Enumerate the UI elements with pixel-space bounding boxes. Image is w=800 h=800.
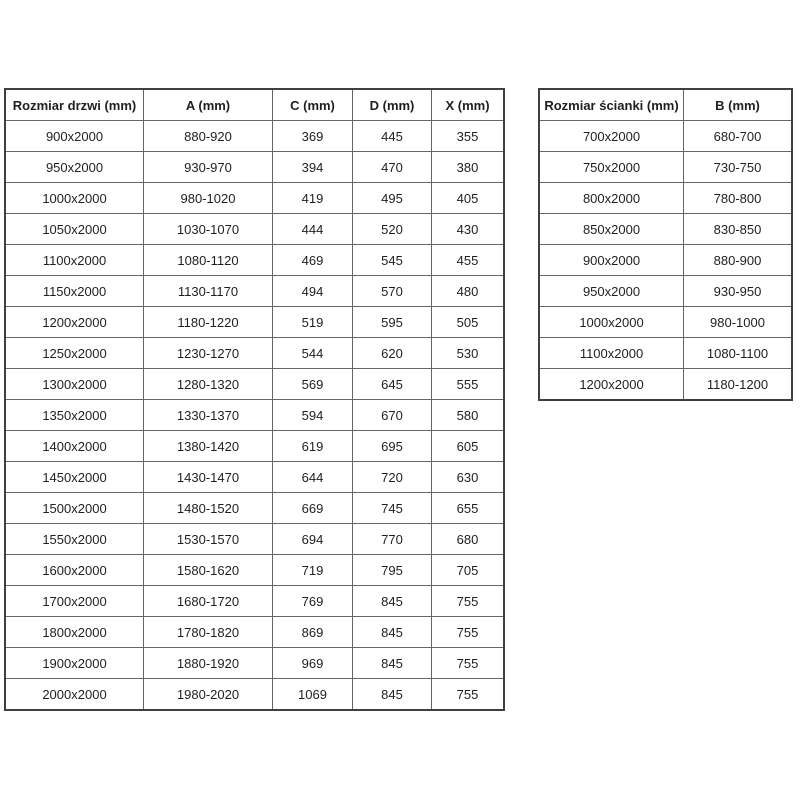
table-row <box>5 245 504 276</box>
table-cell: 494 <box>273 276 353 307</box>
table-cell: 800x2000 <box>539 183 684 214</box>
table-row <box>5 462 504 493</box>
table-cell: 455 <box>432 245 505 276</box>
table-cell: 1250x2000 <box>5 338 144 369</box>
table-cell: 1430-1470 <box>144 462 273 493</box>
table-cell: 730-750 <box>684 152 793 183</box>
table-cell: 1100x2000 <box>539 338 684 369</box>
table-cell: 769 <box>273 586 353 617</box>
table-cell: 1050x2000 <box>5 214 144 245</box>
table-row <box>539 121 792 152</box>
table-cell: 670 <box>353 400 432 431</box>
table-cell: 469 <box>273 245 353 276</box>
table-cell: 745 <box>353 493 432 524</box>
table-cell: 719 <box>273 555 353 586</box>
header-row <box>5 89 504 121</box>
table-row <box>5 369 504 400</box>
table-cell: 770 <box>353 524 432 555</box>
table-cell: 930-950 <box>684 276 793 307</box>
table-cell: 1230-1270 <box>144 338 273 369</box>
table-cell: 1280-1320 <box>144 369 273 400</box>
table-cell: 930-970 <box>144 152 273 183</box>
table-cell: 1780-1820 <box>144 617 273 648</box>
table-row <box>539 245 792 276</box>
table-cell: 470 <box>353 152 432 183</box>
table-cell: 369 <box>273 121 353 152</box>
table-cell: 1080-1100 <box>684 338 793 369</box>
table-cell: 694 <box>273 524 353 555</box>
table-cell: 405 <box>432 183 505 214</box>
table-cell: 845 <box>353 648 432 679</box>
column-header: D (mm) <box>353 89 432 121</box>
table-cell: 880-900 <box>684 245 793 276</box>
table-cell: 645 <box>353 369 432 400</box>
table-cell: 1500x2000 <box>5 493 144 524</box>
table-row <box>5 431 504 462</box>
table-cell: 680 <box>432 524 505 555</box>
table-cell: 419 <box>273 183 353 214</box>
column-header: X (mm) <box>432 89 505 121</box>
table-cell: 1800x2000 <box>5 617 144 648</box>
table-cell: 570 <box>353 276 432 307</box>
table-cell: 544 <box>273 338 353 369</box>
table-row <box>5 152 504 183</box>
table-cell: 1530-1570 <box>144 524 273 555</box>
table-cell: 1480-1520 <box>144 493 273 524</box>
table-cell: 519 <box>273 307 353 338</box>
table-cell: 1100x2000 <box>5 245 144 276</box>
table-cell: 1180-1200 <box>684 369 793 401</box>
table-cell: 2000x2000 <box>5 679 144 711</box>
table-cell: 594 <box>273 400 353 431</box>
table-cell: 1300x2000 <box>5 369 144 400</box>
table-cell: 505 <box>432 307 505 338</box>
table-cell: 1030-1070 <box>144 214 273 245</box>
table-cell: 620 <box>353 338 432 369</box>
table-row <box>5 493 504 524</box>
table-cell: 1150x2000 <box>5 276 144 307</box>
table-cell: 780-800 <box>684 183 793 214</box>
table-cell: 695 <box>353 431 432 462</box>
table-cell: 355 <box>432 121 505 152</box>
table-cell: 755 <box>432 648 505 679</box>
table-cell: 1069 <box>273 679 353 711</box>
table-cell: 850x2000 <box>539 214 684 245</box>
table-row <box>5 183 504 214</box>
table-cell: 1980-2020 <box>144 679 273 711</box>
table-cell: 750x2000 <box>539 152 684 183</box>
table-cell: 755 <box>432 586 505 617</box>
column-header: B (mm) <box>684 89 793 121</box>
table-cell: 595 <box>353 307 432 338</box>
table-cell: 430 <box>432 214 505 245</box>
column-header: Rozmiar ścianki (mm) <box>539 89 684 121</box>
table-cell: 795 <box>353 555 432 586</box>
table-cell: 1180-1220 <box>144 307 273 338</box>
table-cell: 555 <box>432 369 505 400</box>
door-sizes-table <box>4 88 505 711</box>
table-cell: 950x2000 <box>5 152 144 183</box>
table-cell: 569 <box>273 369 353 400</box>
table-cell: 845 <box>353 617 432 648</box>
table-cell: 1350x2000 <box>5 400 144 431</box>
table-cell: 445 <box>353 121 432 152</box>
table-cell: 755 <box>432 679 505 711</box>
table-row <box>539 338 792 369</box>
table-cell: 655 <box>432 493 505 524</box>
column-header: Rozmiar drzwi (mm) <box>5 89 144 121</box>
column-header: C (mm) <box>273 89 353 121</box>
table-row <box>5 276 504 307</box>
table-cell: 495 <box>353 183 432 214</box>
table-cell: 480 <box>432 276 505 307</box>
table-cell: 1450x2000 <box>5 462 144 493</box>
table-cell: 845 <box>353 679 432 711</box>
table-cell: 705 <box>432 555 505 586</box>
table-cell: 1000x2000 <box>539 307 684 338</box>
table-cell: 444 <box>273 214 353 245</box>
table-cell: 1200x2000 <box>539 369 684 401</box>
table-cell: 845 <box>353 586 432 617</box>
table-cell: 969 <box>273 648 353 679</box>
table-row <box>5 121 504 152</box>
table-cell: 950x2000 <box>539 276 684 307</box>
table-cell: 530 <box>432 338 505 369</box>
table-cell: 1080-1120 <box>144 245 273 276</box>
table-cell: 619 <box>273 431 353 462</box>
table-cell: 1580-1620 <box>144 555 273 586</box>
table-row <box>5 524 504 555</box>
table-row <box>5 338 504 369</box>
table-cell: 644 <box>273 462 353 493</box>
table-cell: 1680-1720 <box>144 586 273 617</box>
wall-sizes-table <box>538 88 793 401</box>
table-cell: 1130-1170 <box>144 276 273 307</box>
table-row <box>5 214 504 245</box>
table-cell: 980-1000 <box>684 307 793 338</box>
table-row <box>539 214 792 245</box>
table-row <box>539 152 792 183</box>
table-cell: 1600x2000 <box>5 555 144 586</box>
table-cell: 394 <box>273 152 353 183</box>
table-row <box>5 586 504 617</box>
table-row <box>5 307 504 338</box>
table-cell: 520 <box>353 214 432 245</box>
table-cell: 680-700 <box>684 121 793 152</box>
table-cell: 1400x2000 <box>5 431 144 462</box>
table-cell: 1000x2000 <box>5 183 144 214</box>
header-row <box>539 89 792 121</box>
table-cell: 1900x2000 <box>5 648 144 679</box>
table-cell: 1550x2000 <box>5 524 144 555</box>
table-cell: 869 <box>273 617 353 648</box>
table-row <box>539 369 792 401</box>
table-row <box>5 679 504 711</box>
table-cell: 1380-1420 <box>144 431 273 462</box>
table-row <box>539 307 792 338</box>
table-cell: 900x2000 <box>539 245 684 276</box>
table-cell: 830-850 <box>684 214 793 245</box>
table-cell: 900x2000 <box>5 121 144 152</box>
table-cell: 380 <box>432 152 505 183</box>
table-row <box>5 617 504 648</box>
table-row <box>5 400 504 431</box>
table-cell: 700x2000 <box>539 121 684 152</box>
table-cell: 545 <box>353 245 432 276</box>
table-row <box>5 555 504 586</box>
table-cell: 1200x2000 <box>5 307 144 338</box>
table-cell: 1700x2000 <box>5 586 144 617</box>
table-cell: 1330-1370 <box>144 400 273 431</box>
table-row <box>539 183 792 214</box>
table-row <box>5 648 504 679</box>
column-header: A (mm) <box>144 89 273 121</box>
table-cell: 980-1020 <box>144 183 273 214</box>
table-cell: 1880-1920 <box>144 648 273 679</box>
table-cell: 580 <box>432 400 505 431</box>
table-cell: 755 <box>432 617 505 648</box>
table-cell: 630 <box>432 462 505 493</box>
table-row <box>539 276 792 307</box>
table-cell: 880-920 <box>144 121 273 152</box>
table-cell: 669 <box>273 493 353 524</box>
table-cell: 605 <box>432 431 505 462</box>
table-cell: 720 <box>353 462 432 493</box>
